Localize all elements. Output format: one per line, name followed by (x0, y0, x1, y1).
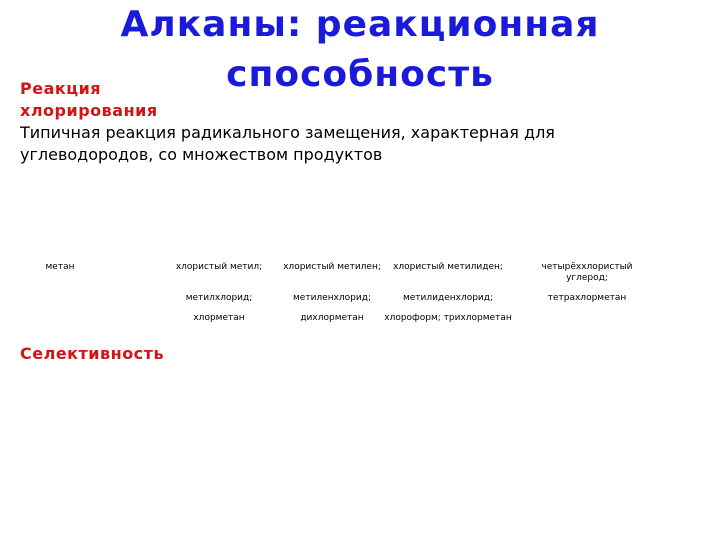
chlorination-heading: Реакция хлорирования (20, 79, 158, 120)
product-name-primary: хлористый метил; (175, 262, 263, 272)
product-name-primary: четырёххлористый углерод; (541, 262, 633, 283)
product-name-iupac: хлорметан (193, 313, 245, 323)
slide-title: Алканы: реакционная способность (120, 4, 600, 95)
product-name-iupac: хлороформ; трихлорметан (384, 313, 512, 323)
product-names-table (0, 262, 720, 342)
reaction-description: Типичная реакция радикального замещения, характерная для углеводородов, со множеством продуктов (20, 123, 555, 164)
selectivity-heading: Селективность (20, 344, 165, 363)
product-name-iupac: дихлорметан (300, 313, 364, 323)
product-name-alt: метилхлорид; (185, 293, 253, 303)
product-name-primary: метан (45, 262, 75, 272)
product-name-alt: тетрахлорметан (547, 293, 627, 303)
product-name-primary: хлористый метилиден; (393, 262, 503, 272)
product-name-primary: хлористый метилен; (283, 262, 381, 272)
product-name-alt: метилиденхлорид; (402, 293, 494, 303)
product-name-alt: метиленхлорид; (293, 293, 371, 303)
